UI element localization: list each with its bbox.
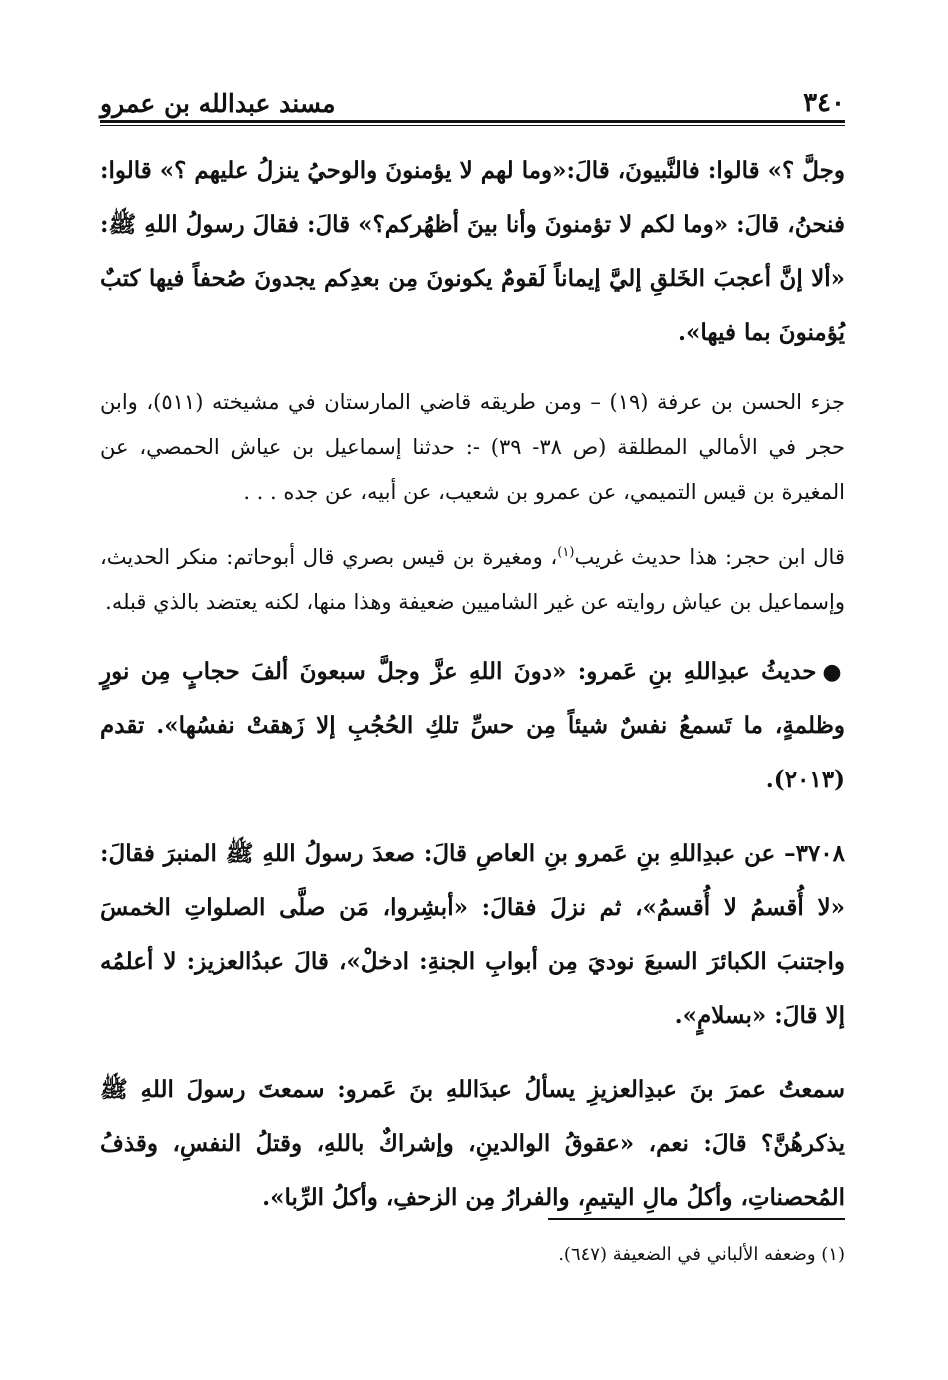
page-body [100, 70, 845, 1245]
ibn-hajar-text-end: ، ومغيرة بن قيس بصري قال أبوحاتم: منكر الحديث، وإسماعيل بن عياش روايته عن غير الشاميين ضعيفة وهذا منها، لكنه يعتضد بالذي قبله. [100, 545, 845, 614]
footnote-1: (١) وضعفه الألباني في الضعيفة (٦٤٧). [558, 1244, 845, 1265]
page-header [100, 70, 845, 118]
running-title: مسند عبدالله بن عمرو [100, 89, 336, 118]
footnote-marker[interactable]: (١) [557, 545, 575, 560]
ibn-hajar-text-start: قال ابن حجر: هذا حديث غريب [574, 545, 845, 569]
header-rule-thin [100, 125, 845, 126]
bullet-hadith-text: حديثُ عبدِاللهِ بنِ عَمرو: «دونَ اللهِ عزَّ وجلَّ سبعونَ ألفَ حجابٍ مِن نورٍ وظلمةٍ، ما تَسمعُ نفسٌ شيئاً مِن حسِّ تلكِ الحُجُبِ إلا زَهقتْ نفسُها». تقدم (٢٠١٣). [100, 658, 845, 793]
hadith-continuation-paragraph: وجلَّ ؟» قالوا: فالنَّبيونَ، قالَ:«وما لهم لا يؤمنونَ والوحيُ ينزلُ عليهم ؟» قالوا: فنحنُ، قالَ: «وما لكم لا تؤمنونَ وأنا بينَ أظهُركم؟» قالَ: فقالَ رسولُ اللهِ ﷺ: «ألا إنَّ أعجبَ الخَلقِ إليَّ إيماناً لَقومٌ يكونونَ مِن بعدِكم يجدونَ صُحفاً فيها كتبٌ يُؤمنونَ بما فيها». [100, 157, 845, 346]
hadith-3708-continuation-paragraph: سمعتُ عمرَ بنَ عبدِالعزيزِ يسألُ عبدَاللهِ بنَ عَمرو: سمعتَ رسولَ اللهِ ﷺ يذكرهُنَّ؟ قالَ: نعم، «عقوقُ الوالدينِ، وإشراكٌ باللهِ، وقتلُ النفسِ، وقذفُ المُحصناتِ، وأكلُ مالِ اليتيمِ، والفرارُ مِن الزحفِ، وأكلُ الرِّبا». [100, 1076, 845, 1211]
ibn-hajar-note-paragraph [100, 535, 845, 625]
bullet-dot-icon: ● [822, 659, 845, 685]
page-number: ٣٤٠ [803, 88, 845, 118]
hadith-3708-paragraph: ٣٧٠٨– عن عبدِاللهِ بنِ عَمرو بنِ العاصِ قالَ: صعدَ رسولُ اللهِ ﷺ المنبرَ فقالَ: «لا أُقسمُ لا أُقسمُ»، ثم نزلَ فقالَ: «أبشِروا، مَن صلَّى الصلواتِ الخمسَ واجتنبَ الكبائرَ السبعَ نوديَ مِن أبوابِ الجنةِ: ادخلْ»، قالَ عبدُالعزيز: لا أعلمُه إلا قالَ: «بسلامٍ». [100, 840, 845, 1029]
footnote-separator [548, 1218, 845, 1220]
header-rule-thick [100, 120, 845, 123]
isnad-paragraph: جزء الحسن بن عرفة (١٩) – ومن طريقه قاضي المارستان في مشيخته (٥١١)، وابن حجر في الأمالي المطلقة (ص ٣٨- ٣٩) -: حدثنا إسماعيل بن عياش الحمصي، عن المغيرة بن قيس التميمي، عن عمرو بن شعيب، عن أبيه، عن جده . . . [100, 390, 845, 504]
bullet-hadith-paragraph [100, 645, 845, 807]
